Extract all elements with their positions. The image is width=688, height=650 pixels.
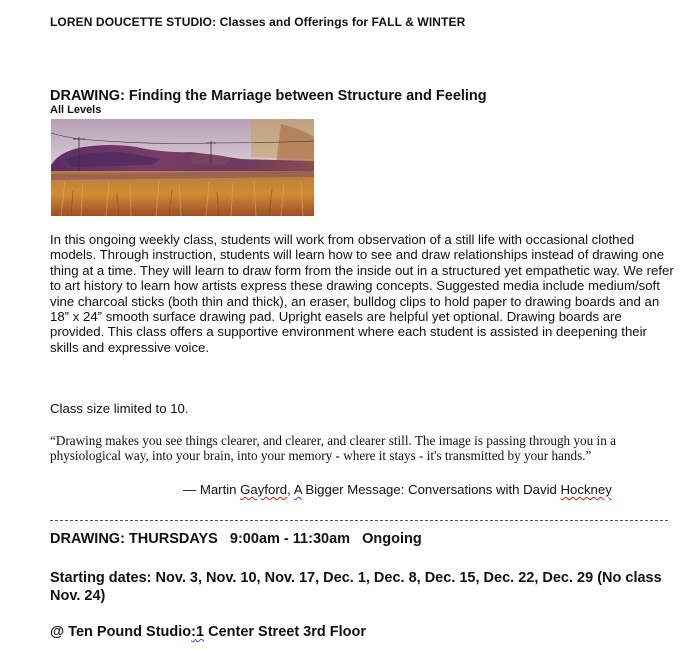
attribution-dash: — Martin [183,482,241,497]
landscape-painting-icon [51,119,314,216]
studio-location [50,624,366,640]
location-prefix: @ Ten Pound Studio [50,624,192,640]
class-level: All Levels [50,104,102,116]
attribution-separator: , [287,482,294,497]
schedule-line: DRAWING: THURSDAYS 9:00am - 11:30am Ongoing [50,531,422,547]
starting-dates: Starting dates: Nov. 3, Nov. 10, Nov. 17, Dec. 1, Dec. 8, Dec. 15, Dec. 22, Dec. 29 (No class Nov. 24) [50,570,662,604]
class-title: DRAWING: Finding the Marriage between Structure and Feeling [50,88,487,104]
attribution-author-last: Gayford [240,482,288,497]
location-number: 1 [195,624,205,640]
quote-attribution [183,482,612,497]
class-size-note: Class size limited to 10. [50,401,189,416]
hockney-quote: “Drawing makes you see things clearer, and clearer, and clearer still. The image is passing through you in a physiological way, into your brain, into your memory - where it stays - it's transmitted by your hands.” [50,433,616,464]
studio-header: LOREN DOUCETTE STUDIO: Classes and Offerings for FALL & WINTER [50,15,466,29]
landscape-painting-image [51,119,314,216]
attribution-book-title: Bigger Message: Conversations with David [301,482,561,497]
location-street: Center Street 3rd Floor [204,624,367,640]
class-description: In this ongoing weekly class, students will work from observation of a still life with occasional clothed models. Through instruction, students will learn how to see and draw relationships instead of drawing one thing at a time. They will learn to draw form from the inside out in a structured yet empathetic way. We refer to art history to learn how artists express these drawing concepts. Suggested media include medium/soft vine charcoal sticks (both thin and thick), an eraser, bulldog clips to hold paper to drawing boards and an 18” x 24” smooth surface drawing pad. Upright easels are helpful yet optional. Drawing boards are provided. This class offers a supportive environment where each student is assisted in deepening their skills and expressive voice. [50,232,674,355]
section-divider [50,520,668,521]
location-colon: : [191,624,196,640]
attribution-subject-last: Hockney [560,482,612,497]
attribution-article: A [293,482,302,497]
